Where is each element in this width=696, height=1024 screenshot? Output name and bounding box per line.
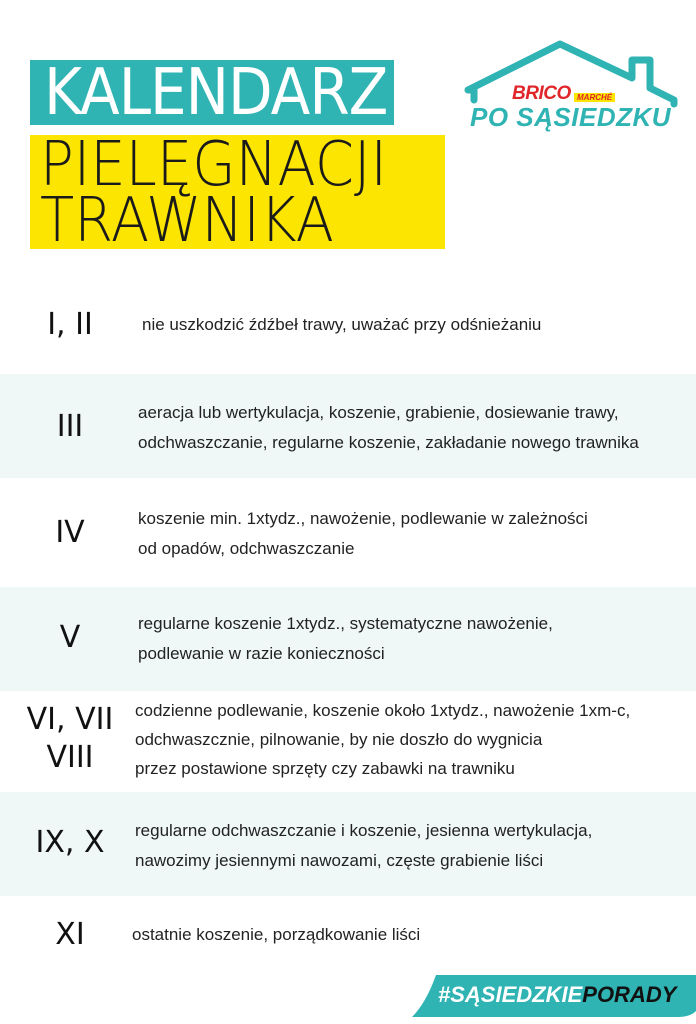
row-description <box>138 398 639 458</box>
row-description <box>138 609 553 669</box>
logo-brand-sub: MARCHÉ <box>574 93 615 102</box>
title-line-3: TRAWNIKA <box>40 184 334 249</box>
description-line: regularne koszenie 1xtydz., systematyczne nawożenie, <box>138 614 553 633</box>
row-description <box>135 696 630 783</box>
description-line: podlewanie w razie konieczności <box>138 644 385 663</box>
hashtag-text <box>438 982 676 1008</box>
description-line: przez postawione sprzęty czy zabawki na trawniku <box>135 759 515 778</box>
title-kalendarz <box>30 60 394 125</box>
month-label: V <box>59 620 81 655</box>
title-line-1: KALENDARZ <box>44 60 388 125</box>
month-label-line: VIII <box>46 740 94 775</box>
month-label-line: VI, VII <box>26 702 114 737</box>
description-line: codzienne podlewanie, koszenie około 1xtydz., nawożenie 1xm-c, <box>135 701 631 720</box>
calendar-row <box>0 290 696 374</box>
calendar-row <box>0 587 696 691</box>
description-line: nawozimy jesiennymi nawozami, częste grabienie liści <box>135 851 544 870</box>
description-line: odchwaszczanie, regularne koszenie, zakładanie nowego trawnika <box>138 433 639 452</box>
calendar-row <box>0 691 696 792</box>
calendar-row <box>0 792 696 896</box>
month-label: IV <box>55 515 85 550</box>
row-description <box>132 920 420 950</box>
hashtag-part-1: #SĄSIEDZKIE <box>438 982 583 1007</box>
calendar-row <box>0 896 696 972</box>
description-line: regularne odchwaszczanie i koszenie, jesienna wertykulacja, <box>135 821 593 840</box>
hashtag-part-2: PORADY <box>582 982 677 1007</box>
description-line: koszenie min. 1xtydz., nawożenie, podlewanie w zależności <box>138 509 588 528</box>
month-label: IX, X <box>35 825 105 860</box>
description-line: od opadów, odchwaszczanie <box>138 539 355 558</box>
month-label: XI <box>55 917 85 952</box>
month-label <box>0 701 140 777</box>
description-line: ostatnie koszenie, porządkowanie liści <box>132 925 421 944</box>
description-line: odchwaszcznie, pilnowanie, by nie doszło do wygnicia <box>135 730 543 749</box>
hashtag-banner <box>412 973 696 1019</box>
calendar-row <box>0 374 696 478</box>
row-description <box>142 310 541 340</box>
row-description <box>138 504 588 564</box>
logo-brand: BRICO <box>512 83 571 104</box>
logo-slogan: PO SĄSIEDZKU <box>470 102 672 132</box>
brico-marche-logo <box>460 38 685 138</box>
month-label: III <box>56 409 84 444</box>
row-description <box>135 816 592 876</box>
title-line-2: PIELĘGNACJI <box>40 135 387 201</box>
description-line: nie uszkodzić źdźbeł trawy, uważać przy odśnieżaniu <box>142 315 542 334</box>
title-pielegnacji-trawnika <box>30 135 445 249</box>
month-label: I, II <box>47 307 93 342</box>
description-line: aeracja lub wertykulacja, koszenie, grabienie, dosiewanie trawy, <box>138 403 619 422</box>
calendar-row <box>0 478 696 587</box>
